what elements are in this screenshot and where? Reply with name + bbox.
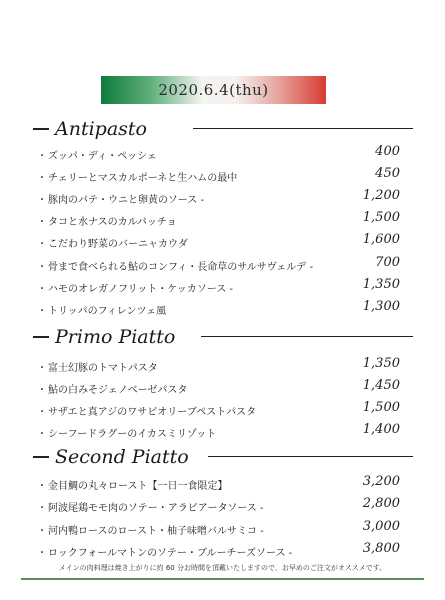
date-banner xyxy=(101,76,326,104)
item-name: サザエと真アジのワサビオリーブペストパスタ xyxy=(48,407,257,418)
item-name: トリッパのフィレンツェ風 xyxy=(48,305,167,317)
item-price: 3,800 xyxy=(362,541,400,557)
item-price: 2,800 xyxy=(362,496,400,512)
menu-item xyxy=(37,422,400,442)
heading-dash xyxy=(33,336,49,338)
menu-item xyxy=(37,166,400,186)
item-price: 700 xyxy=(375,254,400,270)
section-title: Second Piatto xyxy=(55,446,189,468)
item-bullet: ・ xyxy=(37,385,47,396)
item-name: ロックフォールマトンのソテー・ブルーチーズソース - xyxy=(48,548,293,560)
item-price: 400 xyxy=(375,144,400,159)
menu-item xyxy=(37,255,400,275)
item-name: シーフードラグーのイカスミリゾット xyxy=(48,429,217,440)
item-price: 1,200 xyxy=(362,188,400,204)
section-title: Primo Piatto xyxy=(55,326,176,348)
item-price: 1,500 xyxy=(362,400,400,415)
section-heading xyxy=(33,118,413,140)
menu-item xyxy=(37,232,400,252)
menu-item xyxy=(37,299,400,319)
heading-rule xyxy=(193,128,413,129)
item-price: 450 xyxy=(375,166,400,182)
menu-item xyxy=(37,188,400,208)
item-bullet: ・ xyxy=(37,217,47,229)
item-price: 1,600 xyxy=(362,232,400,248)
item-bullet: ・ xyxy=(37,503,47,515)
footnote: メインの肉料理は焼き上がりに約 60 分お時間を頂戴いたしますので、お早めのご注文がオススメです。 xyxy=(58,564,387,572)
heading-rule xyxy=(201,336,413,337)
item-price: 1,400 xyxy=(362,422,400,437)
item-name: 河内鴨ロースのロースト・柚子味噌バルサミコ - xyxy=(48,525,264,537)
item-bullet: ・ xyxy=(37,283,47,295)
menu-item xyxy=(37,356,400,376)
heading-dash xyxy=(33,128,49,130)
menu-item xyxy=(37,474,400,494)
section-title: Antipasto xyxy=(55,118,147,140)
menu-item xyxy=(37,210,400,230)
menu-item xyxy=(37,496,400,516)
item-price: 3,000 xyxy=(362,518,400,534)
section-heading xyxy=(33,446,413,468)
menu-item xyxy=(37,400,400,420)
item-price: 3,200 xyxy=(362,474,400,489)
item-name: 骨まで食べられる鮎のコンフィ・長命草のサルサヴェルデ - xyxy=(48,261,314,273)
item-price: 1,350 xyxy=(362,276,400,292)
item-bullet: ・ xyxy=(37,261,47,273)
menu-date: 2020.6.4(thu) xyxy=(158,81,269,99)
menu-item xyxy=(37,519,400,539)
menu-item xyxy=(37,378,400,398)
item-name: 鮎の白みそジェノベーゼパスタ xyxy=(48,385,188,396)
item-bullet: ・ xyxy=(37,548,47,560)
item-price: 1,350 xyxy=(362,356,400,371)
item-name: 富士幻豚のトマトパスタ xyxy=(48,363,158,374)
item-bullet: ・ xyxy=(37,525,47,537)
heading-rule xyxy=(208,456,413,457)
item-price: 1,300 xyxy=(362,298,400,314)
item-bullet: ・ xyxy=(37,151,47,162)
item-name: 阿波尾鶏モモ肉のソテー・アラビアータソース - xyxy=(48,503,264,515)
item-name: タコと水ナスのカルパッチョ xyxy=(48,217,177,229)
item-name: ハモのオレガノフリット・ケッカソース - xyxy=(48,283,233,295)
item-name: チェリーとマスカルポーネと生ハムの最中 xyxy=(48,173,238,185)
item-bullet: ・ xyxy=(37,173,47,185)
item-bullet: ・ xyxy=(37,363,47,374)
item-name: 金目鯛の丸々ロースト【一日一食限定】 xyxy=(48,481,228,492)
item-name: こだわり野菜のバーニャカウダ xyxy=(48,239,188,251)
menu-item xyxy=(37,541,400,561)
item-bullet: ・ xyxy=(37,407,47,418)
item-price: 1,500 xyxy=(362,210,400,226)
item-name: ズッパ・ディ・ペッシェ xyxy=(48,151,157,162)
section-heading xyxy=(33,326,413,348)
item-bullet: ・ xyxy=(37,305,47,317)
item-bullet: ・ xyxy=(37,195,47,207)
menu-item xyxy=(37,144,400,164)
item-name: 豚肉のパテ・ウニと卵黄のソース - xyxy=(48,195,205,207)
item-bullet: ・ xyxy=(37,239,47,251)
heading-dash xyxy=(33,456,49,458)
item-price: 1,450 xyxy=(362,378,400,393)
bottom-divider xyxy=(21,578,424,580)
item-bullet: ・ xyxy=(37,481,47,492)
item-bullet: ・ xyxy=(37,429,47,440)
menu-item xyxy=(37,277,400,297)
